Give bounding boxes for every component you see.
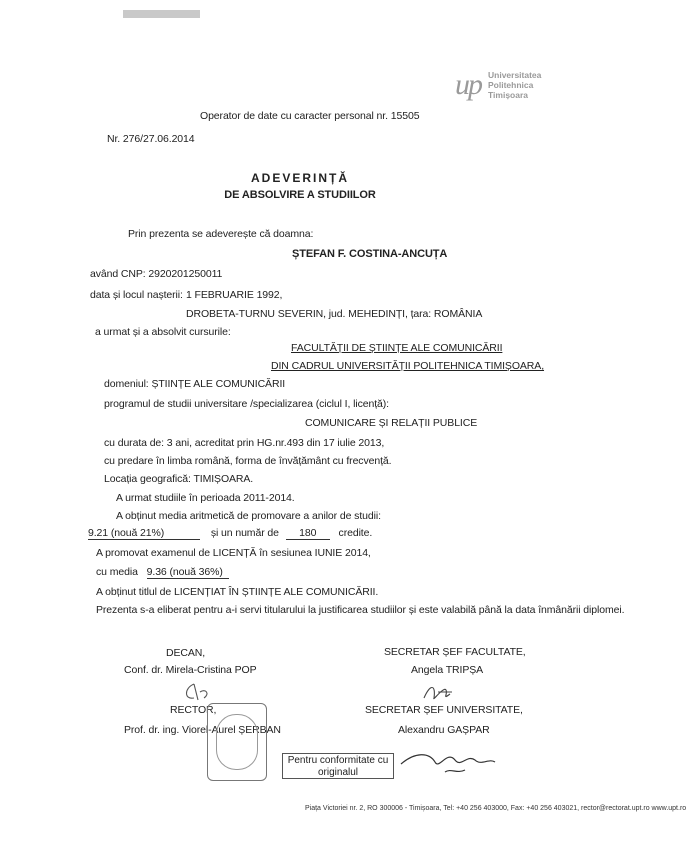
logo-line-3: Timișoara (488, 90, 529, 100)
conformity-line-2: originalul (317, 767, 359, 778)
average-intro: A obținut media aritmetică de promovare a anilor de studii: (116, 510, 381, 522)
birth-label: data și locul nașterii: (90, 289, 183, 301)
document-number: Nr. 276/27.06.2014 (107, 133, 195, 145)
university-logo (455, 66, 555, 106)
credits-label: credite. (338, 527, 373, 539)
exam-media-label: cu media (96, 566, 138, 578)
study-domain: domeniul: ȘTIINȚE ALE COMUNICĂRII (104, 378, 286, 390)
graduate-name: ȘTEFAN F. COSTINA-ANCUȚA (292, 248, 448, 260)
average-row (88, 527, 372, 540)
faculty-line-2: DIN CADRUL UNIVERSITĂȚII POLITEHNICA TIMIȘOARA, (271, 360, 545, 372)
dean-signature (180, 680, 220, 704)
faculty-secretary-name: Angela TRIPȘA (411, 664, 484, 676)
rector-title: RECTOR, (170, 704, 217, 716)
specialization: COMUNICARE ȘI RELAȚII PUBLICE (305, 417, 478, 429)
conformity-stamp (282, 753, 394, 779)
study-duration: cu durata de: 3 ani, acreditat prin HG.nr.493 din 17 iulie 2013, (104, 437, 385, 449)
conformity-line-1: Pentru conformitate cu (287, 755, 389, 766)
rector-name: Prof. dr. ing. Viorel-Aurel ȘERBAN (124, 724, 281, 736)
seal-crest (216, 714, 258, 770)
study-period: A urmat studiile în perioada 2011-2014. (116, 492, 295, 504)
top-redaction-bar (123, 10, 200, 18)
logo-line-2: Politehnica (488, 80, 534, 90)
exam-average-row (96, 566, 229, 579)
degree-title: A obținut titlul de LICENȚIAT ÎN ȘTIINȚE ALE COMUNICĂRII. (96, 586, 379, 598)
footer-address: Piața Victoriei nr. 2, RO 300006 - Timișoara, Tel: +40 256 403000, Fax: +40 256 403021, rector@rectorat.upt.ro www.upt.ro (305, 805, 686, 812)
birth-date: 1 FEBRUARIE 1992, (186, 289, 283, 301)
purpose-statement: Prezenta s-a eliberat pentru a-i servi titularului la justificarea studiilor și este valabilă până la data înmânării diplomei. (96, 604, 625, 616)
logo-up-mark: up (455, 68, 481, 101)
cnp-line: având CNP: 2920201250011 (90, 268, 223, 280)
document-title: ADEVERINȚĂ (250, 171, 349, 185)
license-exam: A promovat examenul de LICENȚĂ în sesiunea IUNIE 2014, (96, 547, 371, 559)
exam-media-value: 9.36 (nouă 36%) (147, 566, 229, 579)
credits-value: 180 (286, 527, 330, 540)
study-program: programul de studii universitare /specializarea (ciclul I, licență): (104, 398, 389, 410)
university-seal (207, 703, 267, 781)
faculty-line-1: FACULTĂȚII DE ȘTIINȚE ALE COMUNICĂRII (291, 342, 503, 354)
operator-line: Operator de date cu caracter personal nr. 15505 (200, 110, 420, 122)
intro-text: Prin prezenta se adeverește că doamna: (128, 228, 314, 240)
faculty-secretary-signature (420, 680, 460, 704)
document-subtitle: DE ABSOLVIRE A STUDIILOR (224, 189, 376, 201)
dean-name: Conf. dr. Mirela-Cristina POP (124, 664, 257, 676)
dean-title: DECAN, (166, 647, 206, 659)
university-secretary-title: SECRETAR ȘEF UNIVERSITATE, (365, 704, 523, 716)
university-secretary-name: Alexandru GAȘPAR (398, 724, 490, 736)
faculty-secretary-title: SECRETAR ȘEF FACULTATE, (384, 646, 526, 658)
credits-text: și un număr de (210, 527, 279, 539)
university-secretary-signature (395, 742, 505, 778)
followed-courses: a urmat și a absolvit cursurile: (95, 326, 231, 338)
study-language: cu predare în limba română, forma de învățământ cu frecvență. (104, 455, 392, 467)
study-location: Locația geografică: TIMIȘOARA. (104, 473, 254, 485)
logo-line-1: Universitatea (488, 70, 542, 80)
average-value: 9.21 (nouă 21%) (88, 527, 200, 540)
birth-place: DROBETA-TURNU SEVERIN, jud. MEHEDINȚI, țara: ROMÂNIA (186, 308, 483, 320)
